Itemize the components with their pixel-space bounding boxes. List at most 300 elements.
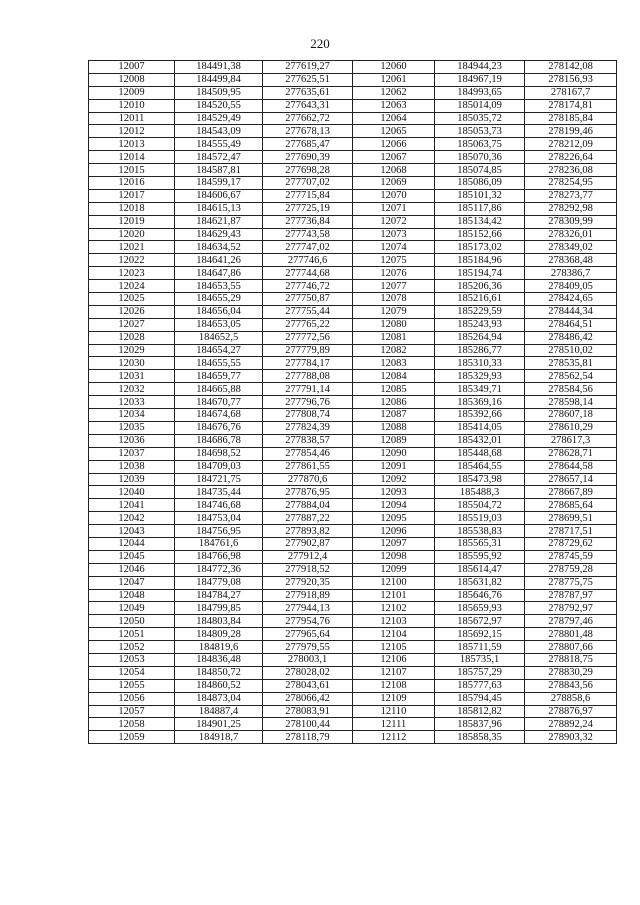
x-coordinate-right: 185349,71 (435, 383, 525, 396)
point-number-right: 12077 (353, 280, 435, 293)
y-coordinate-right: 278617,3 (525, 434, 617, 447)
point-number-right: 12072 (353, 215, 435, 228)
point-number-right: 12068 (353, 164, 435, 177)
x-coordinate-left: 184918,7 (175, 731, 263, 744)
x-coordinate-left: 184606,67 (175, 189, 263, 202)
table-row (89, 576, 617, 589)
point-number-left: 12019 (89, 215, 175, 228)
y-coordinate-left: 277744,68 (263, 267, 353, 280)
y-coordinate-right: 278685,64 (525, 499, 617, 512)
y-coordinate-left: 277788,08 (263, 370, 353, 383)
x-coordinate-right: 185631,82 (435, 576, 525, 589)
table-row (89, 653, 617, 666)
y-coordinate-right: 278598,14 (525, 396, 617, 409)
table-row (89, 628, 617, 641)
x-coordinate-left: 184721,75 (175, 473, 263, 486)
x-coordinate-right: 185134,42 (435, 215, 525, 228)
x-coordinate-left: 184860,52 (175, 679, 263, 692)
y-coordinate-left: 277690,39 (263, 151, 353, 164)
x-coordinate-right: 185117,86 (435, 202, 525, 215)
table-row (89, 228, 617, 241)
y-coordinate-left: 277779,89 (263, 344, 353, 357)
x-coordinate-right: 185794,45 (435, 692, 525, 705)
point-number-right: 12083 (353, 357, 435, 370)
y-coordinate-right: 278843,56 (525, 679, 617, 692)
x-coordinate-left: 184499,84 (175, 73, 263, 86)
point-number-right: 12064 (353, 112, 435, 125)
y-coordinate-right: 278326,01 (525, 228, 617, 241)
x-coordinate-right: 184967,19 (435, 73, 525, 86)
point-number-left: 12032 (89, 383, 175, 396)
y-coordinate-right: 278729,62 (525, 537, 617, 550)
x-coordinate-left: 184529,49 (175, 112, 263, 125)
x-coordinate-right: 185432,01 (435, 434, 525, 447)
x-coordinate-right: 185464,55 (435, 460, 525, 473)
point-number-right: 12102 (353, 602, 435, 615)
point-number-left: 12009 (89, 86, 175, 99)
y-coordinate-left: 277965,64 (263, 628, 353, 641)
y-coordinate-left: 277854,46 (263, 447, 353, 460)
point-number-right: 12087 (353, 409, 435, 422)
y-coordinate-right: 278562,54 (525, 370, 617, 383)
point-number-right: 12076 (353, 267, 435, 280)
point-number-right: 12075 (353, 254, 435, 267)
table-row (89, 705, 617, 718)
table-row (89, 499, 617, 512)
table-row (89, 486, 617, 499)
y-coordinate-left: 277791,14 (263, 383, 353, 396)
x-coordinate-right: 185757,29 (435, 666, 525, 679)
y-coordinate-left: 277918,52 (263, 563, 353, 576)
point-number-right: 12095 (353, 512, 435, 525)
y-coordinate-left: 278118,79 (263, 731, 353, 744)
x-coordinate-left: 184761,6 (175, 537, 263, 550)
x-coordinate-right: 185264,94 (435, 331, 525, 344)
y-coordinate-left: 277920,35 (263, 576, 353, 589)
y-coordinate-right: 278142,08 (525, 61, 617, 74)
x-coordinate-left: 184873,04 (175, 692, 263, 705)
point-number-right: 12094 (353, 499, 435, 512)
y-coordinate-left: 277755,44 (263, 305, 353, 318)
x-coordinate-right: 185101,32 (435, 189, 525, 202)
x-coordinate-left: 184543,09 (175, 125, 263, 138)
x-coordinate-right: 185777,63 (435, 679, 525, 692)
x-coordinate-left: 184676,76 (175, 421, 263, 434)
table-row (89, 151, 617, 164)
y-coordinate-right: 278717,51 (525, 525, 617, 538)
x-coordinate-right: 185070,36 (435, 151, 525, 164)
y-coordinate-right: 278409,05 (525, 280, 617, 293)
y-coordinate-right: 278892,24 (525, 718, 617, 731)
x-coordinate-right: 185243,93 (435, 318, 525, 331)
x-coordinate-left: 184698,52 (175, 447, 263, 460)
x-coordinate-right: 185473,98 (435, 473, 525, 486)
y-coordinate-left: 278066,42 (263, 692, 353, 705)
y-coordinate-left: 277747,02 (263, 241, 353, 254)
point-number-left: 12051 (89, 628, 175, 641)
y-coordinate-right: 278273,77 (525, 189, 617, 202)
x-coordinate-right: 185837,96 (435, 718, 525, 731)
table-row (89, 138, 617, 151)
point-number-right: 12107 (353, 666, 435, 679)
table-row (89, 177, 617, 190)
y-coordinate-right: 278610,29 (525, 421, 617, 434)
x-coordinate-right: 185014,09 (435, 99, 525, 112)
point-number-right: 12106 (353, 653, 435, 666)
x-coordinate-left: 184850,72 (175, 666, 263, 679)
x-coordinate-right: 185488,3 (435, 486, 525, 499)
point-number-left: 12014 (89, 151, 175, 164)
table-row (89, 731, 617, 744)
x-coordinate-left: 184653,55 (175, 280, 263, 293)
x-coordinate-left: 184629,43 (175, 228, 263, 241)
x-coordinate-right: 185504,72 (435, 499, 525, 512)
point-number-left: 12059 (89, 731, 175, 744)
x-coordinate-right: 185672,97 (435, 615, 525, 628)
x-coordinate-left: 184887,4 (175, 705, 263, 718)
y-coordinate-left: 277746,6 (263, 254, 353, 267)
point-number-left: 12049 (89, 602, 175, 615)
y-coordinate-right: 278510,02 (525, 344, 617, 357)
y-coordinate-right: 278699,51 (525, 512, 617, 525)
point-number-right: 12105 (353, 641, 435, 654)
x-coordinate-left: 184735,44 (175, 486, 263, 499)
x-coordinate-left: 184674,68 (175, 409, 263, 422)
y-coordinate-left: 277954,76 (263, 615, 353, 628)
x-coordinate-left: 184746,68 (175, 499, 263, 512)
point-number-right: 12098 (353, 550, 435, 563)
table-row (89, 164, 617, 177)
x-coordinate-right: 185369,16 (435, 396, 525, 409)
table-row (89, 383, 617, 396)
point-number-left: 12028 (89, 331, 175, 344)
x-coordinate-left: 184641,26 (175, 254, 263, 267)
x-coordinate-right: 185229,59 (435, 305, 525, 318)
point-number-right: 12067 (353, 151, 435, 164)
table-row (89, 331, 617, 344)
x-coordinate-left: 184756,95 (175, 525, 263, 538)
point-number-right: 12103 (353, 615, 435, 628)
x-coordinate-left: 184599,17 (175, 177, 263, 190)
point-number-left: 12038 (89, 460, 175, 473)
table-row (89, 550, 617, 563)
x-coordinate-right: 185053,73 (435, 125, 525, 138)
point-number-left: 12020 (89, 228, 175, 241)
point-number-right: 12073 (353, 228, 435, 241)
y-coordinate-right: 278801,48 (525, 628, 617, 641)
x-coordinate-left: 184709,03 (175, 460, 263, 473)
point-number-left: 12047 (89, 576, 175, 589)
table-row (89, 602, 617, 615)
y-coordinate-right: 278386,7 (525, 267, 617, 280)
point-number-right: 12109 (353, 692, 435, 705)
x-coordinate-right: 185194,74 (435, 267, 525, 280)
point-number-right: 12061 (353, 73, 435, 86)
x-coordinate-right: 185329,93 (435, 370, 525, 383)
y-coordinate-left: 277893,82 (263, 525, 353, 538)
x-coordinate-right: 185074,85 (435, 164, 525, 177)
x-coordinate-left: 184654,27 (175, 344, 263, 357)
table-row (89, 305, 617, 318)
y-coordinate-left: 277979,55 (263, 641, 353, 654)
x-coordinate-right: 185392,66 (435, 409, 525, 422)
point-number-left: 12015 (89, 164, 175, 177)
x-coordinate-right: 185711,59 (435, 641, 525, 654)
y-coordinate-right: 278607,18 (525, 409, 617, 422)
table-row (89, 125, 617, 138)
y-coordinate-left: 277902,87 (263, 537, 353, 550)
y-coordinate-right: 278156,93 (525, 73, 617, 86)
y-coordinate-right: 278787,97 (525, 589, 617, 602)
y-coordinate-right: 278759,28 (525, 563, 617, 576)
x-coordinate-right: 185646,76 (435, 589, 525, 602)
point-number-right: 12101 (353, 589, 435, 602)
point-number-left: 12013 (89, 138, 175, 151)
x-coordinate-right: 184993,65 (435, 86, 525, 99)
x-coordinate-right: 184944,23 (435, 61, 525, 74)
x-coordinate-right: 185310,33 (435, 357, 525, 370)
y-coordinate-left: 277887,22 (263, 512, 353, 525)
x-coordinate-right: 185659,93 (435, 602, 525, 615)
y-coordinate-right: 278236,08 (525, 164, 617, 177)
point-number-left: 12026 (89, 305, 175, 318)
point-number-right: 12070 (353, 189, 435, 202)
point-number-right: 12093 (353, 486, 435, 499)
point-number-left: 12053 (89, 653, 175, 666)
point-number-left: 12055 (89, 679, 175, 692)
point-number-left: 12044 (89, 537, 175, 550)
y-coordinate-right: 278818,75 (525, 653, 617, 666)
x-coordinate-left: 184655,55 (175, 357, 263, 370)
y-coordinate-right: 278349,02 (525, 241, 617, 254)
point-number-left: 12018 (89, 202, 175, 215)
y-coordinate-left: 278003,1 (263, 653, 353, 666)
y-coordinate-right: 278792,97 (525, 602, 617, 615)
point-number-right: 12086 (353, 396, 435, 409)
y-coordinate-left: 277715,84 (263, 189, 353, 202)
y-coordinate-right: 278368,48 (525, 254, 617, 267)
table-row (89, 679, 617, 692)
x-coordinate-right: 185595,92 (435, 550, 525, 563)
y-coordinate-right: 278657,14 (525, 473, 617, 486)
table-row (89, 460, 617, 473)
x-coordinate-left: 184621,87 (175, 215, 263, 228)
y-coordinate-left: 277635,61 (263, 86, 353, 99)
y-coordinate-left: 277918,89 (263, 589, 353, 602)
point-number-left: 12025 (89, 293, 175, 306)
y-coordinate-right: 278254,95 (525, 177, 617, 190)
table-row (89, 357, 617, 370)
point-number-right: 12097 (353, 537, 435, 550)
y-coordinate-left: 278083,91 (263, 705, 353, 718)
table-row (89, 73, 617, 86)
x-coordinate-right: 185519,03 (435, 512, 525, 525)
x-coordinate-left: 184753,04 (175, 512, 263, 525)
x-coordinate-right: 185565,31 (435, 537, 525, 550)
y-coordinate-left: 277796,76 (263, 396, 353, 409)
point-number-left: 12024 (89, 280, 175, 293)
point-number-left: 12037 (89, 447, 175, 460)
y-coordinate-right: 278486,42 (525, 331, 617, 344)
x-coordinate-right: 185063,75 (435, 138, 525, 151)
x-coordinate-left: 184901,25 (175, 718, 263, 731)
table-row (89, 396, 617, 409)
table-row (89, 447, 617, 460)
table-row (89, 202, 617, 215)
y-coordinate-left: 277643,31 (263, 99, 353, 112)
point-number-left: 12036 (89, 434, 175, 447)
point-number-left: 12022 (89, 254, 175, 267)
point-number-right: 12065 (353, 125, 435, 138)
point-number-right: 12108 (353, 679, 435, 692)
point-number-left: 12050 (89, 615, 175, 628)
x-coordinate-left: 184653,05 (175, 318, 263, 331)
x-coordinate-left: 184799,85 (175, 602, 263, 615)
table-row (89, 254, 617, 267)
point-number-left: 12016 (89, 177, 175, 190)
point-number-left: 12042 (89, 512, 175, 525)
point-number-right: 12063 (353, 99, 435, 112)
point-number-left: 12034 (89, 409, 175, 422)
table-row (89, 615, 617, 628)
y-coordinate-left: 277876,95 (263, 486, 353, 499)
y-coordinate-left: 277884,04 (263, 499, 353, 512)
y-coordinate-left: 277750,87 (263, 293, 353, 306)
x-coordinate-right: 185206,36 (435, 280, 525, 293)
point-number-right: 12069 (353, 177, 435, 190)
point-number-left: 12052 (89, 641, 175, 654)
y-coordinate-left: 277765,22 (263, 318, 353, 331)
point-number-right: 12111 (353, 718, 435, 731)
x-coordinate-left: 184634,52 (175, 241, 263, 254)
x-coordinate-right: 185216,61 (435, 293, 525, 306)
table-row (89, 189, 617, 202)
point-number-right: 12104 (353, 628, 435, 641)
point-number-left: 12012 (89, 125, 175, 138)
x-coordinate-right: 185448,68 (435, 447, 525, 460)
table-row (89, 525, 617, 538)
y-coordinate-right: 278174,81 (525, 99, 617, 112)
x-coordinate-right: 185614,47 (435, 563, 525, 576)
y-coordinate-left: 277746,72 (263, 280, 353, 293)
point-number-right: 12096 (353, 525, 435, 538)
y-coordinate-right: 278464,51 (525, 318, 617, 331)
table-row (89, 473, 617, 486)
point-number-right: 12066 (353, 138, 435, 151)
y-coordinate-left: 277808,74 (263, 409, 353, 422)
y-coordinate-right: 278444,34 (525, 305, 617, 318)
point-number-left: 12041 (89, 499, 175, 512)
y-coordinate-left: 277698,28 (263, 164, 353, 177)
table-row (89, 86, 617, 99)
y-coordinate-right: 278292,98 (525, 202, 617, 215)
point-number-left: 12011 (89, 112, 175, 125)
table-row (89, 344, 617, 357)
x-coordinate-left: 184836,48 (175, 653, 263, 666)
x-coordinate-left: 184686,78 (175, 434, 263, 447)
table-row (89, 215, 617, 228)
y-coordinate-right: 278876,97 (525, 705, 617, 718)
table-row (89, 293, 617, 306)
y-coordinate-left: 277625,51 (263, 73, 353, 86)
x-coordinate-right: 185035,72 (435, 112, 525, 125)
x-coordinate-left: 184670,77 (175, 396, 263, 409)
coordinates-table-body (89, 61, 617, 744)
table-row (89, 512, 617, 525)
y-coordinate-left: 277743,58 (263, 228, 353, 241)
x-coordinate-left: 184491,38 (175, 61, 263, 74)
x-coordinate-left: 184615,13 (175, 202, 263, 215)
y-coordinate-right: 278667,89 (525, 486, 617, 499)
point-number-left: 12007 (89, 61, 175, 74)
point-number-left: 12046 (89, 563, 175, 576)
table-row (89, 318, 617, 331)
point-number-left: 12039 (89, 473, 175, 486)
x-coordinate-left: 184655,29 (175, 293, 263, 306)
y-coordinate-left: 277662,72 (263, 112, 353, 125)
x-coordinate-left: 184809,28 (175, 628, 263, 641)
point-number-right: 12080 (353, 318, 435, 331)
point-number-left: 12056 (89, 692, 175, 705)
y-coordinate-right: 278745,59 (525, 550, 617, 563)
point-number-left: 12010 (89, 99, 175, 112)
point-number-left: 12040 (89, 486, 175, 499)
x-coordinate-left: 184772,36 (175, 563, 263, 576)
x-coordinate-left: 184572,47 (175, 151, 263, 164)
point-number-right: 12078 (353, 293, 435, 306)
point-number-right: 12082 (353, 344, 435, 357)
point-number-right: 12089 (353, 434, 435, 447)
point-number-right: 12074 (353, 241, 435, 254)
y-coordinate-left: 277912,4 (263, 550, 353, 563)
table-row (89, 434, 617, 447)
y-coordinate-left: 277736,84 (263, 215, 353, 228)
x-coordinate-left: 184766,98 (175, 550, 263, 563)
table-row (89, 99, 617, 112)
x-coordinate-left: 184647,86 (175, 267, 263, 280)
point-number-right: 12090 (353, 447, 435, 460)
x-coordinate-left: 184509,95 (175, 86, 263, 99)
point-number-left: 12045 (89, 550, 175, 563)
x-coordinate-left: 184656,04 (175, 305, 263, 318)
y-coordinate-right: 278212,09 (525, 138, 617, 151)
y-coordinate-right: 278584,56 (525, 383, 617, 396)
table-row (89, 563, 617, 576)
table-row (89, 421, 617, 434)
y-coordinate-left: 277944,13 (263, 602, 353, 615)
y-coordinate-left: 277861,55 (263, 460, 353, 473)
x-coordinate-left: 184520,55 (175, 99, 263, 112)
point-number-right: 12085 (353, 383, 435, 396)
point-number-right: 12100 (353, 576, 435, 589)
y-coordinate-left: 277784,17 (263, 357, 353, 370)
x-coordinate-right: 185086,09 (435, 177, 525, 190)
x-coordinate-right: 185152,66 (435, 228, 525, 241)
y-coordinate-left: 278028,02 (263, 666, 353, 679)
table-row (89, 61, 617, 74)
point-number-left: 12035 (89, 421, 175, 434)
point-number-left: 12008 (89, 73, 175, 86)
y-coordinate-left: 277707,02 (263, 177, 353, 190)
point-number-right: 12062 (353, 86, 435, 99)
point-number-right: 12091 (353, 460, 435, 473)
y-coordinate-right: 278309,99 (525, 215, 617, 228)
x-coordinate-left: 184587,81 (175, 164, 263, 177)
y-coordinate-left: 278100,44 (263, 718, 353, 731)
point-number-left: 12057 (89, 705, 175, 718)
point-number-left: 12048 (89, 589, 175, 602)
y-coordinate-left: 277619,27 (263, 61, 353, 74)
